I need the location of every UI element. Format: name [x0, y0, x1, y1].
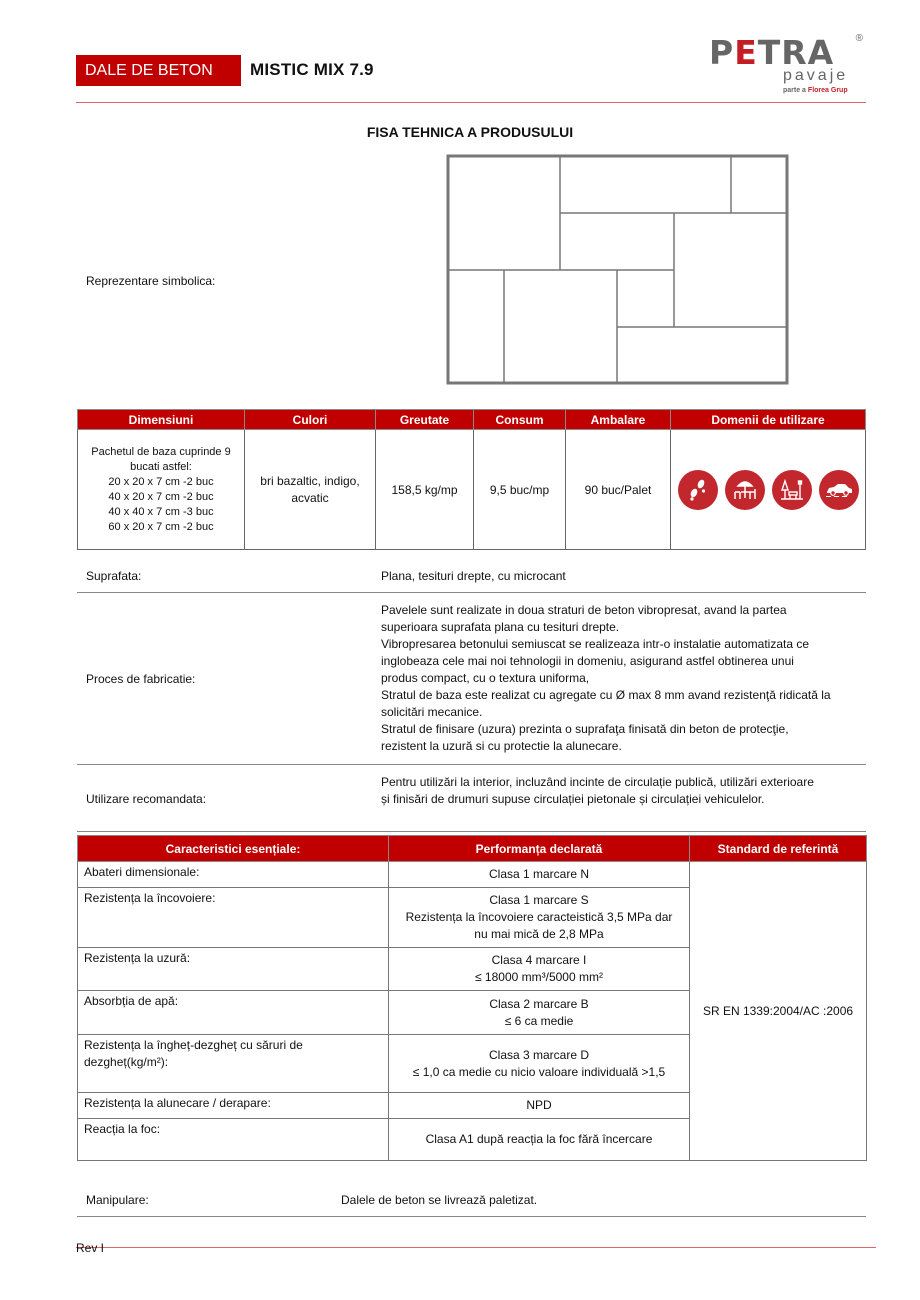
colors-cell: bri bazaltic, indigo, acvatic: [245, 430, 376, 550]
table-row: Rezistența la îngheț-dezgheț cu săruri de dezgheț(kg/m²): Clasa 3 marcare D ≤ 1,0 ca medie cu nicio valoare individuală >1,5: [78, 1035, 867, 1093]
characteristics-table: [77, 835, 867, 1161]
table-row: Rezistența la uzură: Clasa 4 marcare I ≤ 18000 mm³/5000 mm²: [78, 948, 867, 991]
table-row: Rezistența la încovoiere: Clasa 1 marcare S Rezistența la încovoiere caracteistică 3,5 MPa dar nu mai mică de 2,8 MPa: [78, 888, 867, 948]
specs-table: [77, 409, 866, 550]
col-weight: Greutate: [376, 410, 474, 430]
header-divider: [76, 102, 866, 103]
logo-sub: pavaje: [783, 67, 849, 84]
pedestrian-footsteps-icon: [678, 470, 718, 510]
col-packaging: Ambalare: [566, 410, 671, 430]
col-standard: Standard de referintă: [690, 836, 867, 862]
paving-pattern-diagram: [446, 154, 790, 386]
usage-label: Utilizare recomandata:: [86, 792, 207, 806]
col-usage-domains: Domenii de utilizare: [671, 410, 866, 430]
packaging-cell: 90 buc/Palet: [566, 430, 671, 550]
divider: [77, 1216, 866, 1217]
logo-brand: PETRA: [709, 33, 835, 72]
process-text: Pavelele sunt realizate in doua straturi de beton vibropresat, avand la partea superioara suprafata plana cu tesituri drepte. Vibropresarea betonului semiuscat se realizeaza intr-o instalatie automatizata ce inglobeaza cele mai noi tehnologii in domeniu, asigurand astfel obtinerea unui produs compact, cu o textura uniforma, Stratul de baza este realizat cu agregate cu Ø max 8 mm avand rezistenţă ridicată la solicitări mecanice. Stratul de finisare (uzura) prezinta o suprafaţa finisată din beton de protecţie, rezistent la uzură si cu protectie la alunecare.: [381, 603, 831, 753]
car-icon: [819, 470, 859, 510]
product-title: MISTIC MIX 7.9: [250, 60, 374, 79]
category-label: DALE DE BETON: [76, 55, 241, 86]
revision-label: Rev I: [76, 1241, 105, 1255]
table-row: [78, 430, 866, 550]
standard-cell: SR EN 1339:2004/AC :2006: [690, 862, 867, 1161]
company-logo: [705, 33, 865, 99]
handling-label: Manipulare:: [86, 1193, 149, 1207]
table-row: Absorbția de apă: Clasa 2 marcare B ≤ 6 ca medie: [78, 991, 867, 1035]
consumption-cell: 9,5 buc/mp: [474, 430, 566, 550]
col-dimensions: Dimensiuni: [78, 410, 245, 430]
handling-text: Dalele de beton se livrează paletizat.: [341, 1193, 538, 1207]
surface-label: Suprafata:: [86, 569, 142, 583]
surface-text: Plana, tesituri drepte, cu microcant: [381, 569, 566, 583]
logo-tagline: parte a Florea Grup: [783, 87, 848, 94]
col-characteristics: Caracteristici esențiale:: [78, 836, 389, 862]
weight-cell: 158,5 kg/mp: [376, 430, 474, 550]
divider: [77, 592, 866, 593]
process-label: Proces de fabricatie:: [86, 672, 196, 686]
document-title: FISA TEHNICA A PRODUSULUI: [366, 124, 574, 140]
registered-mark: ®: [855, 33, 863, 44]
col-colors: Culori: [245, 410, 376, 430]
symbolic-label: Reprezentare simbolica:: [86, 274, 216, 288]
divider: [77, 764, 866, 765]
table-row: Abateri dimensionale: Clasa 1 marcare N SR EN 1339:2004/AC :2006: [78, 862, 867, 888]
dimensions-cell: Pachetul de baza cuprinde 9 bucati astfel: 20 x 20 x 7 cm -2 buc 40 x 20 x 7 cm -2 buc 40 x 40 x 7 cm -3 buc 60 x 20 x 7 cm -2 buc: [78, 430, 245, 550]
table-row: Reacția la foc: Clasa A1 după reacția la foc fără încercare: [78, 1119, 867, 1161]
terrace-umbrella-icon: [725, 470, 765, 510]
divider: [77, 831, 866, 832]
footer-divider: [76, 1247, 876, 1248]
col-consumption: Consum: [474, 410, 566, 430]
park-bench-icon: [772, 470, 812, 510]
col-performance: Performanța declarată: [389, 836, 690, 862]
table-row: Rezistența la alunecare / derapare: NPD: [78, 1093, 867, 1119]
usage-text: Pentru utilizări la interior, incluzând incinte de circulație publică, utilizări exterioare și finisări de drumuri supuse circulației pietonale și circulației vehiculelor.: [381, 775, 814, 806]
usage-icons-cell: [671, 430, 866, 550]
